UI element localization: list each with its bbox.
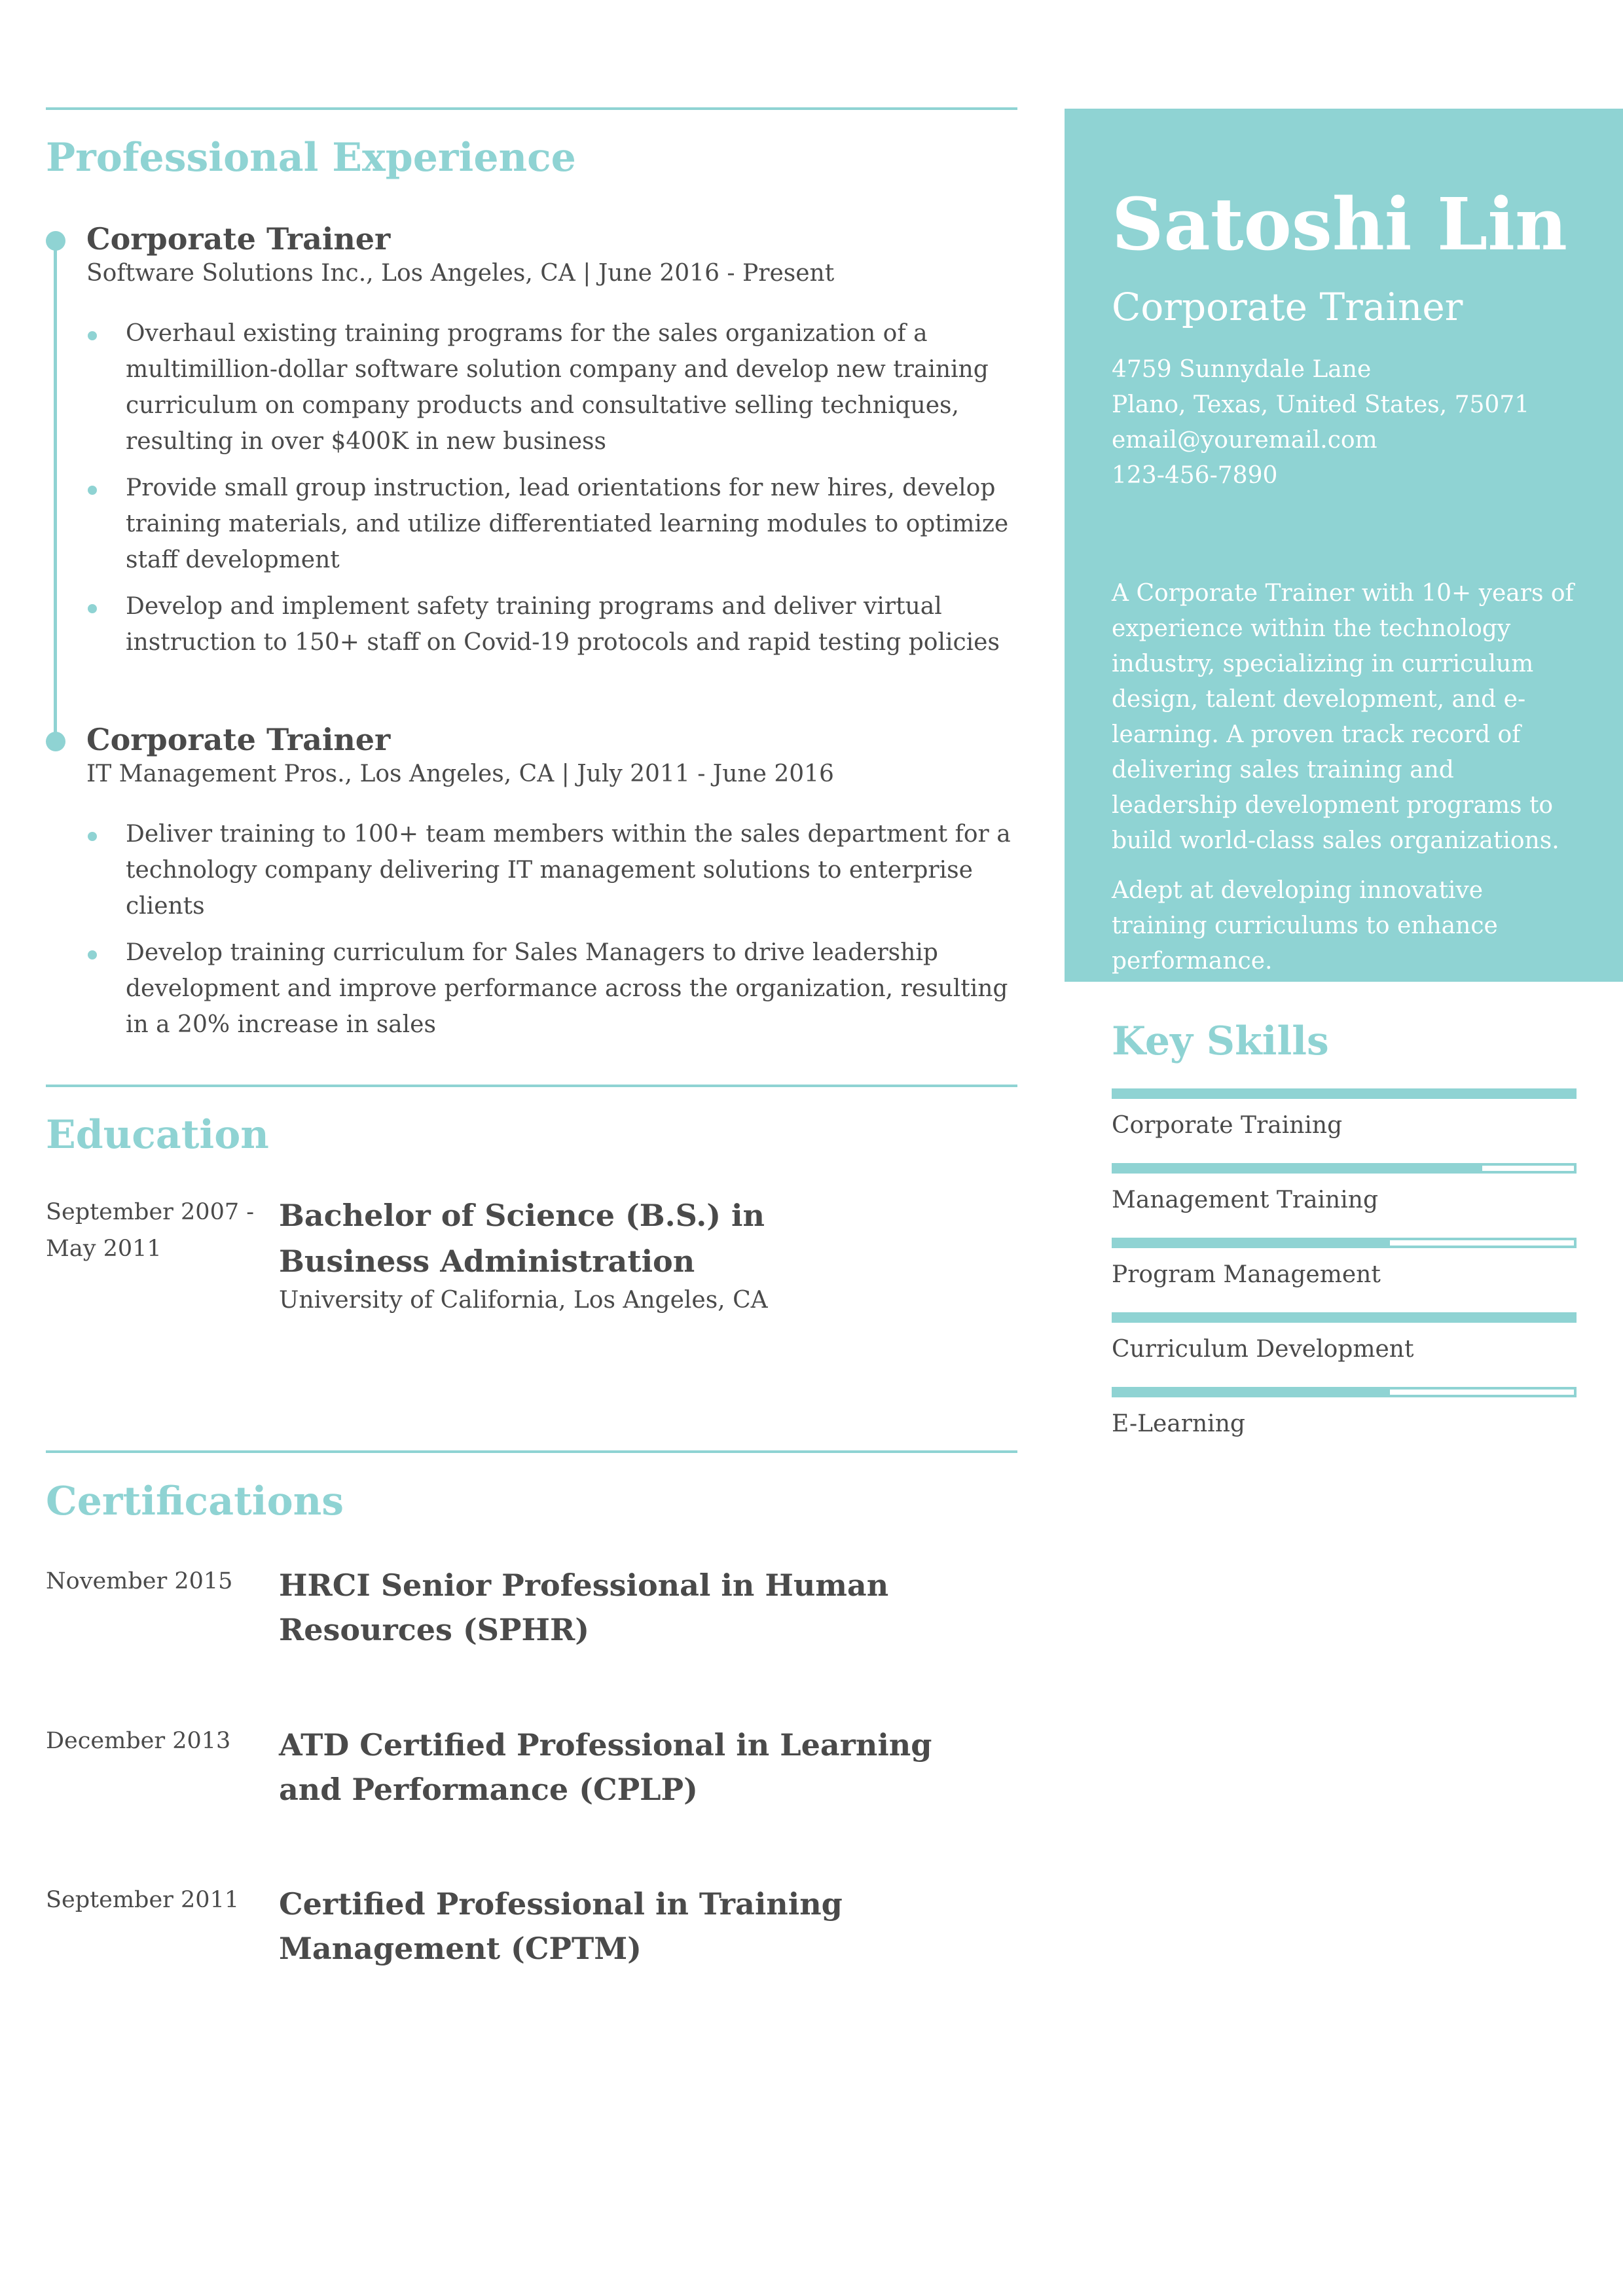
job-bullets (46, 816, 1017, 1043)
certification-entry (46, 1723, 1017, 1812)
certification-date: December 2013 (46, 1728, 231, 1754)
section-divider (46, 1085, 1017, 1087)
job-company-dates: Software Solutions Inc., Los Angeles, CA | June 2016 - Present (86, 260, 835, 287)
bullet-dot-icon (88, 486, 97, 495)
list-item: Develop and implement safety training programs and deliver virtual instruction to 150+ staff on Covid-19 protocols and rapid testing policies (86, 588, 1017, 660)
skill-level-bar (1112, 1387, 1577, 1397)
bullet-dot-icon (88, 604, 97, 613)
skill-item (1112, 1163, 1577, 1217)
certification-entry (46, 1882, 1017, 1971)
job-bullets (46, 315, 1017, 660)
degree-title: Bachelor of Science (B.S.) in Business Administration (279, 1198, 765, 1279)
job-entry (46, 721, 1017, 1053)
contact-block (1112, 352, 1623, 493)
profile-sidebar (1065, 109, 1623, 982)
job-title: Corporate Trainer (86, 221, 391, 257)
skill-label: Management Training (1112, 1187, 1378, 1213)
skills-heading: Key Skills (1112, 1018, 1329, 1064)
bullet-dot-icon (88, 832, 97, 841)
certification-name: ATD Certified Professional in Learning and Performance (CPLP) (279, 1727, 932, 1807)
bullet-dot-icon (88, 950, 97, 960)
job-company-dates: IT Management Pros., Los Angeles, CA | July 2011 - June 2016 (86, 761, 834, 787)
education-date: September 2007 - May 2011 (46, 1199, 255, 1262)
list-item: Provide small group instruction, lead orientations for new hires, develop training materials, and utilize differentiated learning modules to optimize staff development (86, 470, 1017, 578)
skill-level-bar (1112, 1163, 1577, 1174)
skill-level-fill (1114, 1240, 1390, 1246)
list-item: Deliver training to 100+ team members within the sales department for a technology company delivering IT management solutions to enterprise clients (86, 816, 1017, 924)
candidate-name: Satoshi Lin (1112, 182, 1567, 266)
skills-list (1112, 1088, 1577, 1441)
list-item: Overhaul existing training programs for the sales organization of a multimillion-dollar software solution company and develop new training curriculum on company products and consultative selling techniques, resulting in over $400K in new business (86, 315, 1017, 459)
skill-level-fill (1114, 1315, 1574, 1320)
certification-date: November 2015 (46, 1568, 233, 1594)
skill-label: Curriculum Development (1112, 1336, 1414, 1363)
certification-entry (46, 1563, 1017, 1652)
skill-item (1112, 1387, 1577, 1441)
summary-paragraph: A Corporate Trainer with 10+ years of experience within the technology industry, specializing in curriculum design, talent development, and e-learning. A proven track record of delivering sales training and leadership development programs to build world-class sales organizations. (1112, 580, 1574, 854)
school-name: University of California, Los Angeles, CA (279, 1287, 768, 1314)
list-item: Develop training curriculum for Sales Managers to drive leadership development and improve performance across the organization, resulting in a 20% increase in sales (86, 935, 1017, 1043)
education-details (279, 1194, 907, 1317)
certifications-heading: Certifications (46, 1479, 344, 1524)
address-line: 4759 Sunnydale Lane (1112, 356, 1372, 383)
education-entry (46, 1194, 1017, 1317)
skill-level-bar (1112, 1088, 1577, 1099)
candidate-role: Corporate Trainer (1112, 285, 1463, 329)
job-title: Corporate Trainer (86, 722, 391, 757)
experience-heading: Professional Experience (46, 135, 576, 181)
summary-paragraph: Adept at developing innovative training curriculums to enhance performance. (1112, 877, 1498, 975)
phone[interactable]: 123-456-7890 (1112, 462, 1278, 489)
education-heading: Education (46, 1112, 269, 1158)
skill-level-bar (1112, 1238, 1577, 1248)
skill-label: Corporate Training (1112, 1112, 1343, 1139)
skill-item (1112, 1312, 1577, 1366)
skill-level-fill (1114, 1390, 1390, 1395)
skill-item (1112, 1238, 1577, 1291)
section-divider (46, 107, 1017, 110)
section-divider (46, 1450, 1017, 1453)
bullet-dot-icon (88, 331, 97, 340)
skill-item (1112, 1088, 1577, 1142)
certification-date: September 2011 (46, 1887, 240, 1913)
profile-summary (1112, 576, 1583, 979)
skill-label: Program Management (1112, 1261, 1381, 1288)
certification-name: HRCI Senior Professional in Human Resources (SPHR) (279, 1568, 889, 1647)
skills-section (1112, 1018, 1577, 1462)
certification-name: Certified Professional in Training Management (CPTM) (279, 1886, 843, 1966)
skill-label: E-Learning (1112, 1410, 1245, 1437)
job-entry (46, 220, 1017, 671)
skill-level-bar (1112, 1312, 1577, 1323)
skill-level-fill (1114, 1166, 1482, 1171)
email[interactable]: email@youremail.com (1112, 427, 1377, 454)
address-line: Plano, Texas, United States, 75071 (1112, 391, 1530, 418)
skill-level-fill (1114, 1091, 1574, 1096)
